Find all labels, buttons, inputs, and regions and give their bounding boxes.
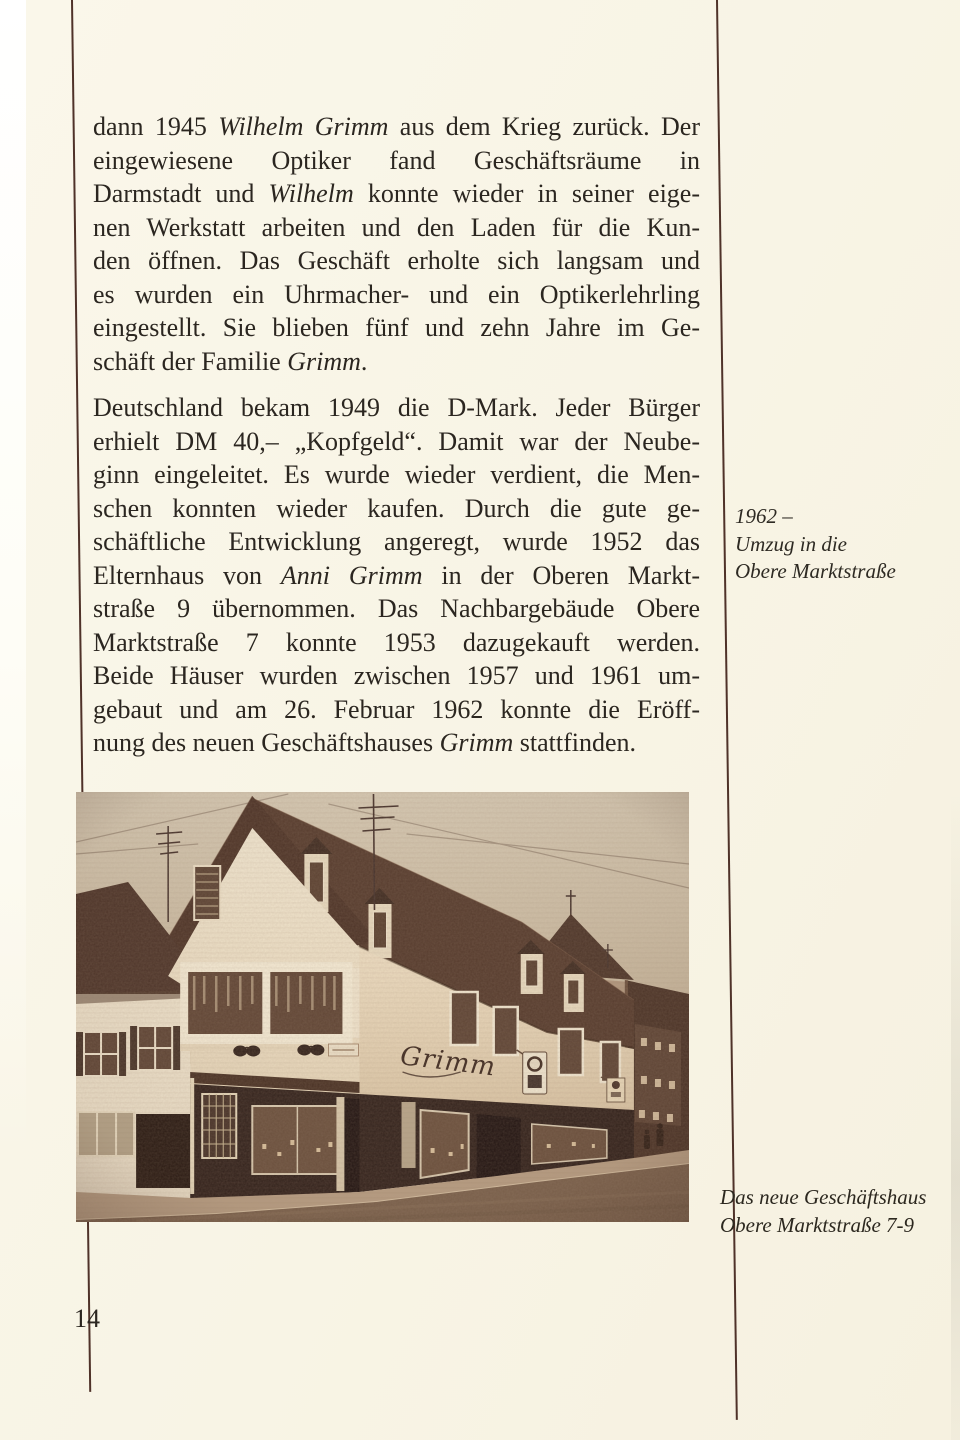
- text-run: ginn eingeleitet. Es wurde wieder verdient, die Men-: [93, 460, 700, 489]
- text-run: straße 9 übernommen. Das Nachbargebäude Obere: [93, 594, 700, 623]
- margin-note-line: 1962 –: [735, 504, 793, 528]
- text-run: eingestellt. Sie blieben fünf und zehn Jahre im Ge-: [93, 313, 700, 342]
- page-edge-right: [951, 792, 960, 1440]
- text-line: [93, 626, 700, 660]
- text-run: gebaut und am 26. Februar 1962 konnte die Eröff-: [93, 694, 700, 724]
- italic-name: Grimm: [439, 728, 514, 757]
- text-run: den öffnen. Das Geschäft erholte sich langsam und: [93, 246, 700, 275]
- text-line: [93, 311, 700, 345]
- text-line: [93, 693, 700, 727]
- text-line: [93, 492, 700, 526]
- text-run: Deutschland bekam 1949 die D-Mark. Jeder Bürger: [93, 393, 700, 422]
- text-line: [93, 559, 700, 593]
- text-run: dann 1945: [93, 112, 219, 141]
- italic-name: Anni Grimm: [280, 560, 423, 590]
- text-line: [93, 425, 700, 459]
- text-line: [93, 726, 700, 760]
- caption-line: Das neue Geschäftshaus: [720, 1185, 927, 1209]
- text-line: [93, 458, 700, 492]
- photo-caption: [720, 1183, 926, 1239]
- text-run: erhielt DM 40,– „Kopfgeld“. Damit war der Neube-: [93, 426, 700, 456]
- caption-line: Obere Marktstraße 7-9: [720, 1213, 915, 1237]
- text-line: [93, 244, 700, 278]
- italic-name: Wilhelm Grimm: [218, 112, 389, 141]
- text-line: [93, 177, 700, 211]
- text-run: .: [360, 346, 368, 376]
- italic-name: Wilhelm: [268, 179, 354, 208]
- body-text: [93, 110, 700, 760]
- text-line: [93, 110, 700, 144]
- text-run: nung des neuen Geschäftshauses: [93, 728, 440, 757]
- margin-note-line: Obere Marktstraße: [735, 559, 896, 583]
- text-run: stattfinden.: [513, 728, 637, 757]
- paragraph: [93, 391, 700, 760]
- text-line: [93, 345, 700, 379]
- text-line: [93, 659, 700, 693]
- text-run: Elternhaus von: [93, 560, 281, 590]
- text-line: [93, 391, 700, 425]
- text-line: [93, 525, 700, 559]
- text-line: [93, 211, 700, 245]
- margin-note-line: Umzug in die: [735, 531, 847, 556]
- text-run: in der Oberen Markt-: [422, 560, 701, 590]
- photo-grain: [76, 792, 689, 1222]
- paragraph: [93, 110, 700, 378]
- text-run: konnte wieder in seiner eige-: [353, 179, 700, 208]
- text-run: eingewiesene Optiker fand Geschäftsräume in: [93, 145, 700, 175]
- text-run: Marktstraße 7 konnte 1953 dazugekauft werden.: [93, 627, 700, 657]
- building-photo-illustration: [76, 792, 689, 1222]
- text-run: schäftliche Entwicklung angeregt, wurde 1952 das: [93, 527, 700, 556]
- text-run: schäft der Familie: [93, 346, 288, 376]
- italic-name: Grimm: [287, 346, 361, 376]
- text-run: es wurden ein Uhrmacher- und ein Optikerlehrling: [93, 279, 700, 309]
- page-number: 14: [74, 1304, 100, 1333]
- page-edge-left: [0, 0, 26, 1440]
- text-run: schen konnten wieder kaufen. Durch die gute ge-: [93, 493, 700, 523]
- text-line: [93, 278, 700, 312]
- text-run: aus dem Krieg zurück. Der: [388, 112, 701, 141]
- text-run: Darmstadt und: [93, 179, 269, 208]
- text-line: [93, 144, 700, 178]
- margin-note: [735, 503, 896, 586]
- photo-grimm-building: [76, 792, 689, 1222]
- text-run: nen Werkstatt arbeiten und den Laden für die Kun-: [93, 212, 700, 242]
- text-line: [93, 592, 700, 626]
- text-run: Beide Häuser wurden zwischen 1957 und 1961 um-: [93, 661, 700, 690]
